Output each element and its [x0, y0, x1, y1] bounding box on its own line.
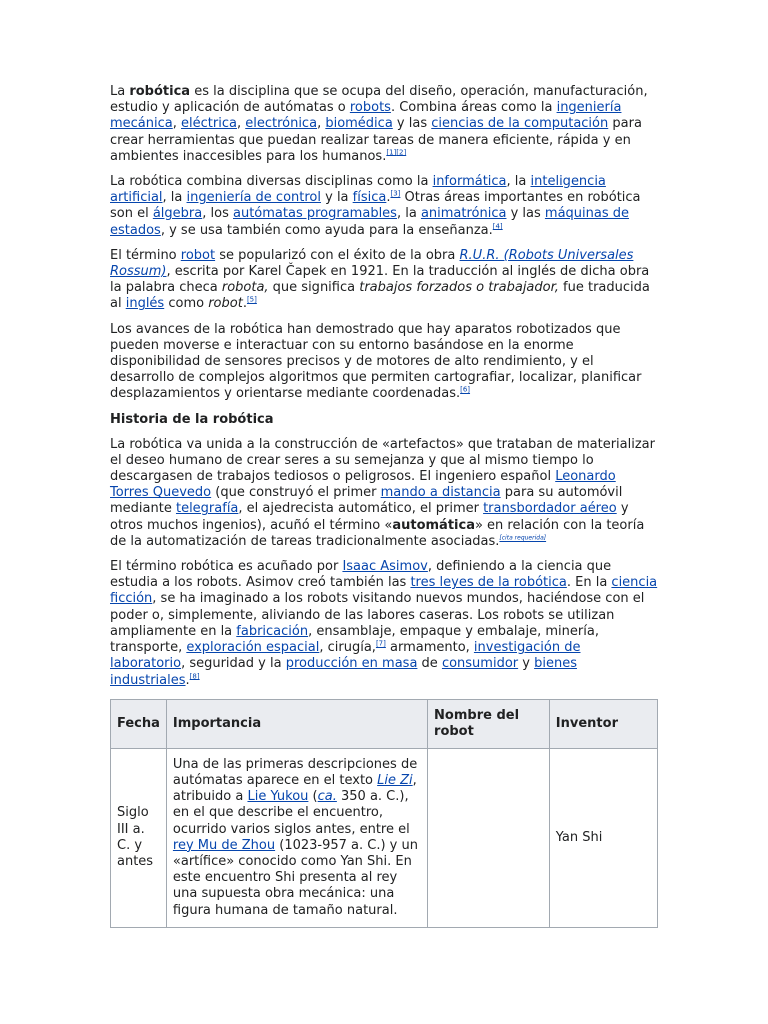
column-header-nombre-robot: Nombre del robot: [428, 699, 550, 748]
link-produccion-masa[interactable]: producción en masa: [285, 656, 418, 672]
link-electrica[interactable]: eléctrica: [181, 116, 237, 132]
link-rey-mu-zhou[interactable]: rey Mu de Zhou: [172, 837, 276, 853]
link-ingles[interactable]: inglés: [125, 296, 165, 312]
table-row: [111, 748, 658, 927]
link-isaac-asimov[interactable]: Isaac Asimov: [342, 559, 428, 575]
link-mando-distancia[interactable]: mando a distancia: [380, 485, 501, 501]
link-maquinas-estados[interactable]: máquinas de estados: [110, 206, 630, 238]
paragraph-intro: La robótica es la disciplina que se ocupa del diseño, operación, manufacturación, estudio y aplicación de autómatas o robots. Combina áreas como la ingeniería mecánica, eléctrica, electrónica, biomédica y las ciencias de la computación para crear herramientas que puedan realizar tareas de manera eficiente, rápida y en ambientes inaccesibles para los humanos.[1][2]: [110, 84, 648, 164]
link-lie-zi[interactable]: Lie Zi: [377, 772, 413, 788]
paragraph-disciplines: La robótica combina diversas disciplinas como la informática, la inteligencia artificial, la ingeniería de control y la física.[3] Otras áreas importantes en robótica son el álgebra, los autómatas programables, la animatrónica y las máquinas de estados, y se usa también como ayuda para la enseñanza.[4]: [110, 174, 641, 238]
ref-4[interactable]: [4]: [492, 222, 503, 231]
link-ciencia-ficcion[interactable]: ciencia ficción: [110, 575, 658, 607]
paragraph-advances: Los avances de la robótica han demostrado que hay aparatos robotizados que pueden moverse e interactuar con su entorno basándose en la enorme disponibilidad de sensores precisos y de motores de alto rendimiento, y el desarrollo de complejos algoritmos que permiten cartografiar, localizar, planificar desplazamientos y orientarse mediante coordenadas.[6]: [110, 321, 642, 402]
link-telegrafia[interactable]: telegrafía: [175, 501, 239, 517]
link-informatica[interactable]: informática: [432, 174, 507, 190]
link-tres-leyes[interactable]: tres leyes de la robótica: [410, 575, 567, 591]
link-fisica[interactable]: física: [352, 190, 387, 206]
link-inteligencia-artificial[interactable]: inteligencia artificial: [110, 174, 606, 206]
paragraph-asimov: El término robótica es acuñado por Isaac Asimov, definiendo a la ciencia que estudia a los robots. Asimov creó también las tres leyes de la robótica. En la ciencia ficción, se ha imaginado a los robots visitando nuevos mundos, haciéndose con el poder o, simplemente, aliviando de las labores caseras. Los robots se utilizan ampliamente en la fabricación, ensamblaje, empaque y embalaje, minería, transporte, exploración espacial, cirugía,[7] armamento, investigación de laboratorio, seguridad y la producción en masa de consumidor y bienes industriales.[8]: [110, 559, 658, 688]
link-investigacion-laboratorio[interactable]: investigación de laboratorio: [110, 640, 581, 672]
link-ca[interactable]: ca.: [317, 789, 337, 805]
link-bienes-industriales[interactable]: bienes industriales: [110, 656, 577, 688]
table-header-row: [111, 699, 658, 748]
link-fabricacion[interactable]: fabricación: [236, 623, 309, 639]
section-heading-historia: Historia de la robótica: [110, 411, 274, 427]
ref-cita-requerida[interactable]: [cita requerida]: [499, 534, 547, 542]
link-exploracion-espacial[interactable]: exploración espacial: [186, 640, 320, 656]
history-table: [110, 699, 658, 928]
cell-fecha: Siglo III a. C. y antes: [111, 748, 167, 927]
link-automatas-programables[interactable]: autómatas programables: [233, 206, 397, 222]
ref-6[interactable]: [6]: [460, 386, 471, 395]
link-rur[interactable]: R.U.R. (Robots Universales Rossum): [110, 247, 634, 280]
link-torres-quevedo[interactable]: Leonardo Torres Quevedo: [110, 469, 616, 501]
link-biomedica[interactable]: biomédica: [325, 116, 393, 132]
ref-1[interactable]: [1]: [386, 148, 397, 157]
link-ciencias-computacion[interactable]: ciencias de la computación: [431, 116, 609, 132]
paragraph-history: La robótica va unida a la construcción de «artefactos» que trataban de materializar el deseo humano de crear seres a su semejanza y que al mismo tiempo lo descargasen de trabajos tediosos o peligrosos. El ingeniero español Leonardo Torres Quevedo (que construyó el primer mando a distancia para su automóvil mediante telegrafía, el ajedrecista automático, el primer transbordador aéreo y otros muchos ingenios), acuñó el término «automática» en relación con la teoría de la automatización de tareas tradicionalmente asociadas.[cita requerida]: [110, 436, 655, 549]
link-transbordador-aereo[interactable]: transbordador aéreo: [483, 501, 617, 517]
link-ingenieria-mecanica[interactable]: ingeniería mecánica: [110, 100, 622, 132]
link-ingenieria-control[interactable]: ingeniería de control: [186, 190, 321, 206]
ref-2[interactable]: [2]: [396, 148, 407, 157]
ref-8[interactable]: [8]: [189, 672, 200, 681]
link-robots[interactable]: robots: [349, 100, 391, 116]
ref-7[interactable]: [7]: [375, 639, 386, 648]
link-lie-yukou[interactable]: Lie Yukou: [247, 789, 309, 805]
link-electronica[interactable]: electrónica: [245, 116, 318, 132]
cell-importancia: Una de las primeras descripciones de autómatas aparece en el texto Lie Zi, atribuido a Lie Yukou (ca. 350 a. C.), en el que describe el encuentro, ocurrido varios siglos antes, entre el rey Mu de Zhou (1023-957 a. C.) y un «artífice» conocido como Yan Shi. En este encuentro Shi presenta al rey una supuesta obra mecánica: una figura humana de tamaño natural.: [166, 748, 427, 927]
paragraph-term-robot: El término robot se popularizó con el éxito de la obra R.U.R. (Robots Universales Rossum), escrita por Karel Čapek en 1921. En la traducción al inglés de dicha obra la palabra checa robota, que significa trabajos forzados o trabajador, fue traducida al inglés como robot.[5]: [110, 247, 650, 312]
cell-nombre-robot: [428, 748, 550, 927]
link-animatronica[interactable]: animatrónica: [420, 206, 507, 222]
cell-inventor: Yan Shi: [549, 748, 657, 927]
ref-5[interactable]: [5]: [246, 296, 257, 305]
ref-3[interactable]: [3]: [390, 189, 401, 198]
column-header-inventor: Inventor: [549, 699, 657, 748]
article-body: [110, 84, 658, 928]
column-header-fecha: Fecha: [111, 699, 167, 748]
link-robot[interactable]: robot: [180, 247, 216, 263]
link-consumidor[interactable]: consumidor: [441, 656, 519, 672]
link-algebra[interactable]: álgebra: [152, 206, 203, 222]
column-header-importancia: Importancia: [166, 699, 427, 748]
